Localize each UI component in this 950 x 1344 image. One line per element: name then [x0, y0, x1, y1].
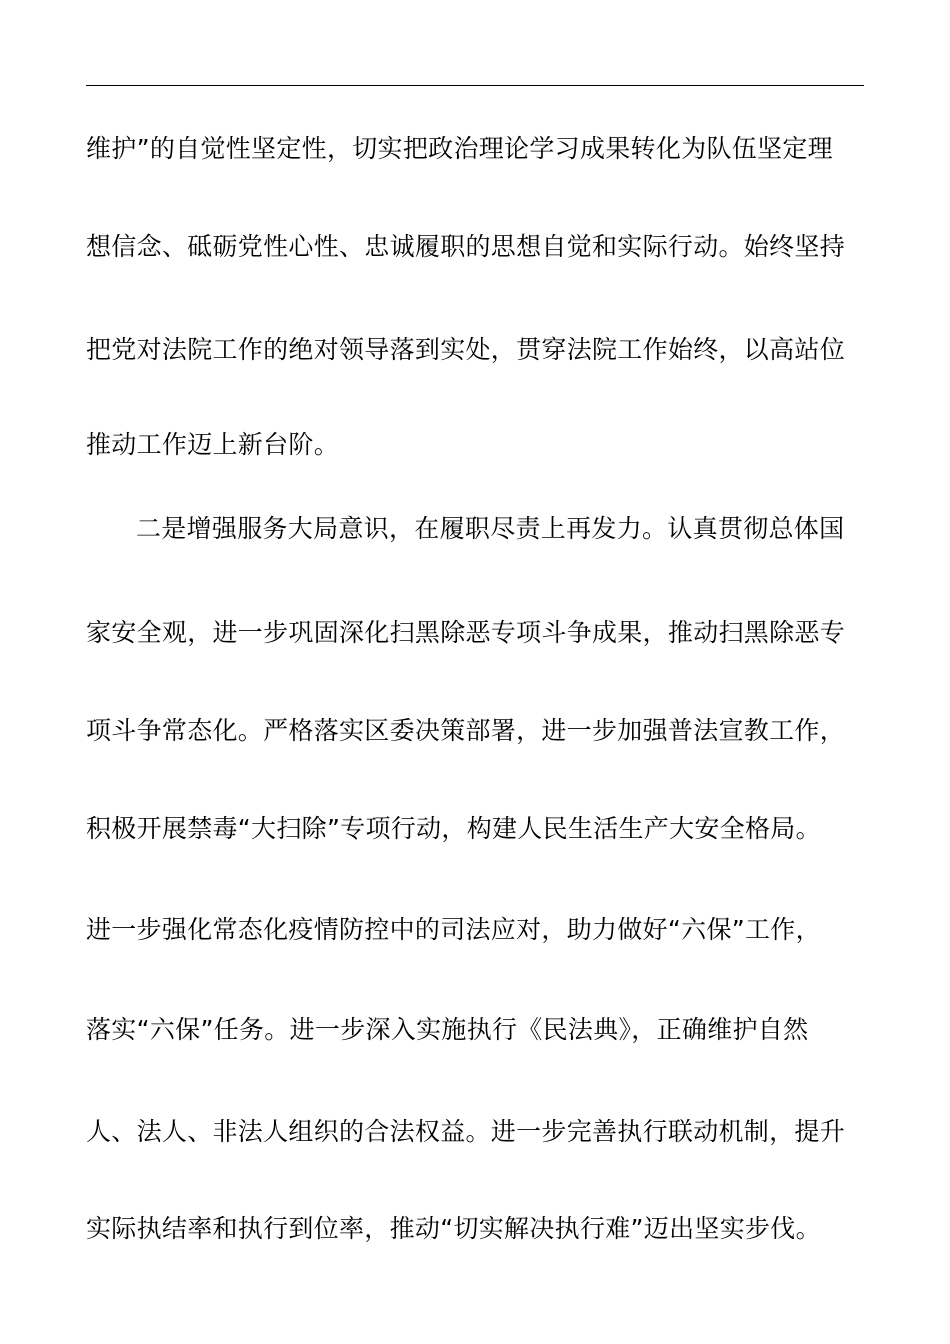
header-rule	[86, 85, 864, 86]
text-line: 推动工作迈上新台阶。	[86, 430, 340, 459]
text-line: 项斗争常态化。严格落实区委决策部署，进一步加强普法宣教工作，	[86, 716, 846, 745]
text-line: 想信念、砥砺党性心性、忠诚履职的思想自觉和实际行动。始终坚持	[86, 232, 846, 261]
text-line: 进一步强化常态化疫情防控中的司法应对，助力做好“六保”工作，	[86, 915, 821, 944]
text-line: 家安全观，进一步巩固深化扫黑除恶专项斗争成果，推动扫黑除恶专	[86, 618, 846, 647]
text-line: 人、法人、非法人组织的合法权益。进一步完善执行联动机制，提升	[86, 1117, 846, 1146]
paragraph-first-line: 二是增强服务大局意识，在履职尽责上再发力。认真贯彻总体国	[136, 514, 845, 543]
text-line: 积极开展禁毒“大扫除”专项行动，构建人民生活生产大安全格局。	[86, 814, 821, 843]
text-line: 落实“六保”任务。进一步深入实施执行《民法典》，正确维护自然	[86, 1015, 809, 1044]
text-line: 实际执结率和执行到位率，推动“切实解决执行难”迈出坚实步伐。	[86, 1214, 821, 1243]
text-line: 把党对法院工作的绝对领导落到实处，贯穿法院工作始终，以高站位	[86, 335, 846, 364]
text-line: 维护”的自觉性坚定性，切实把政治理论学习成果转化为队伍坚定理	[86, 134, 833, 163]
